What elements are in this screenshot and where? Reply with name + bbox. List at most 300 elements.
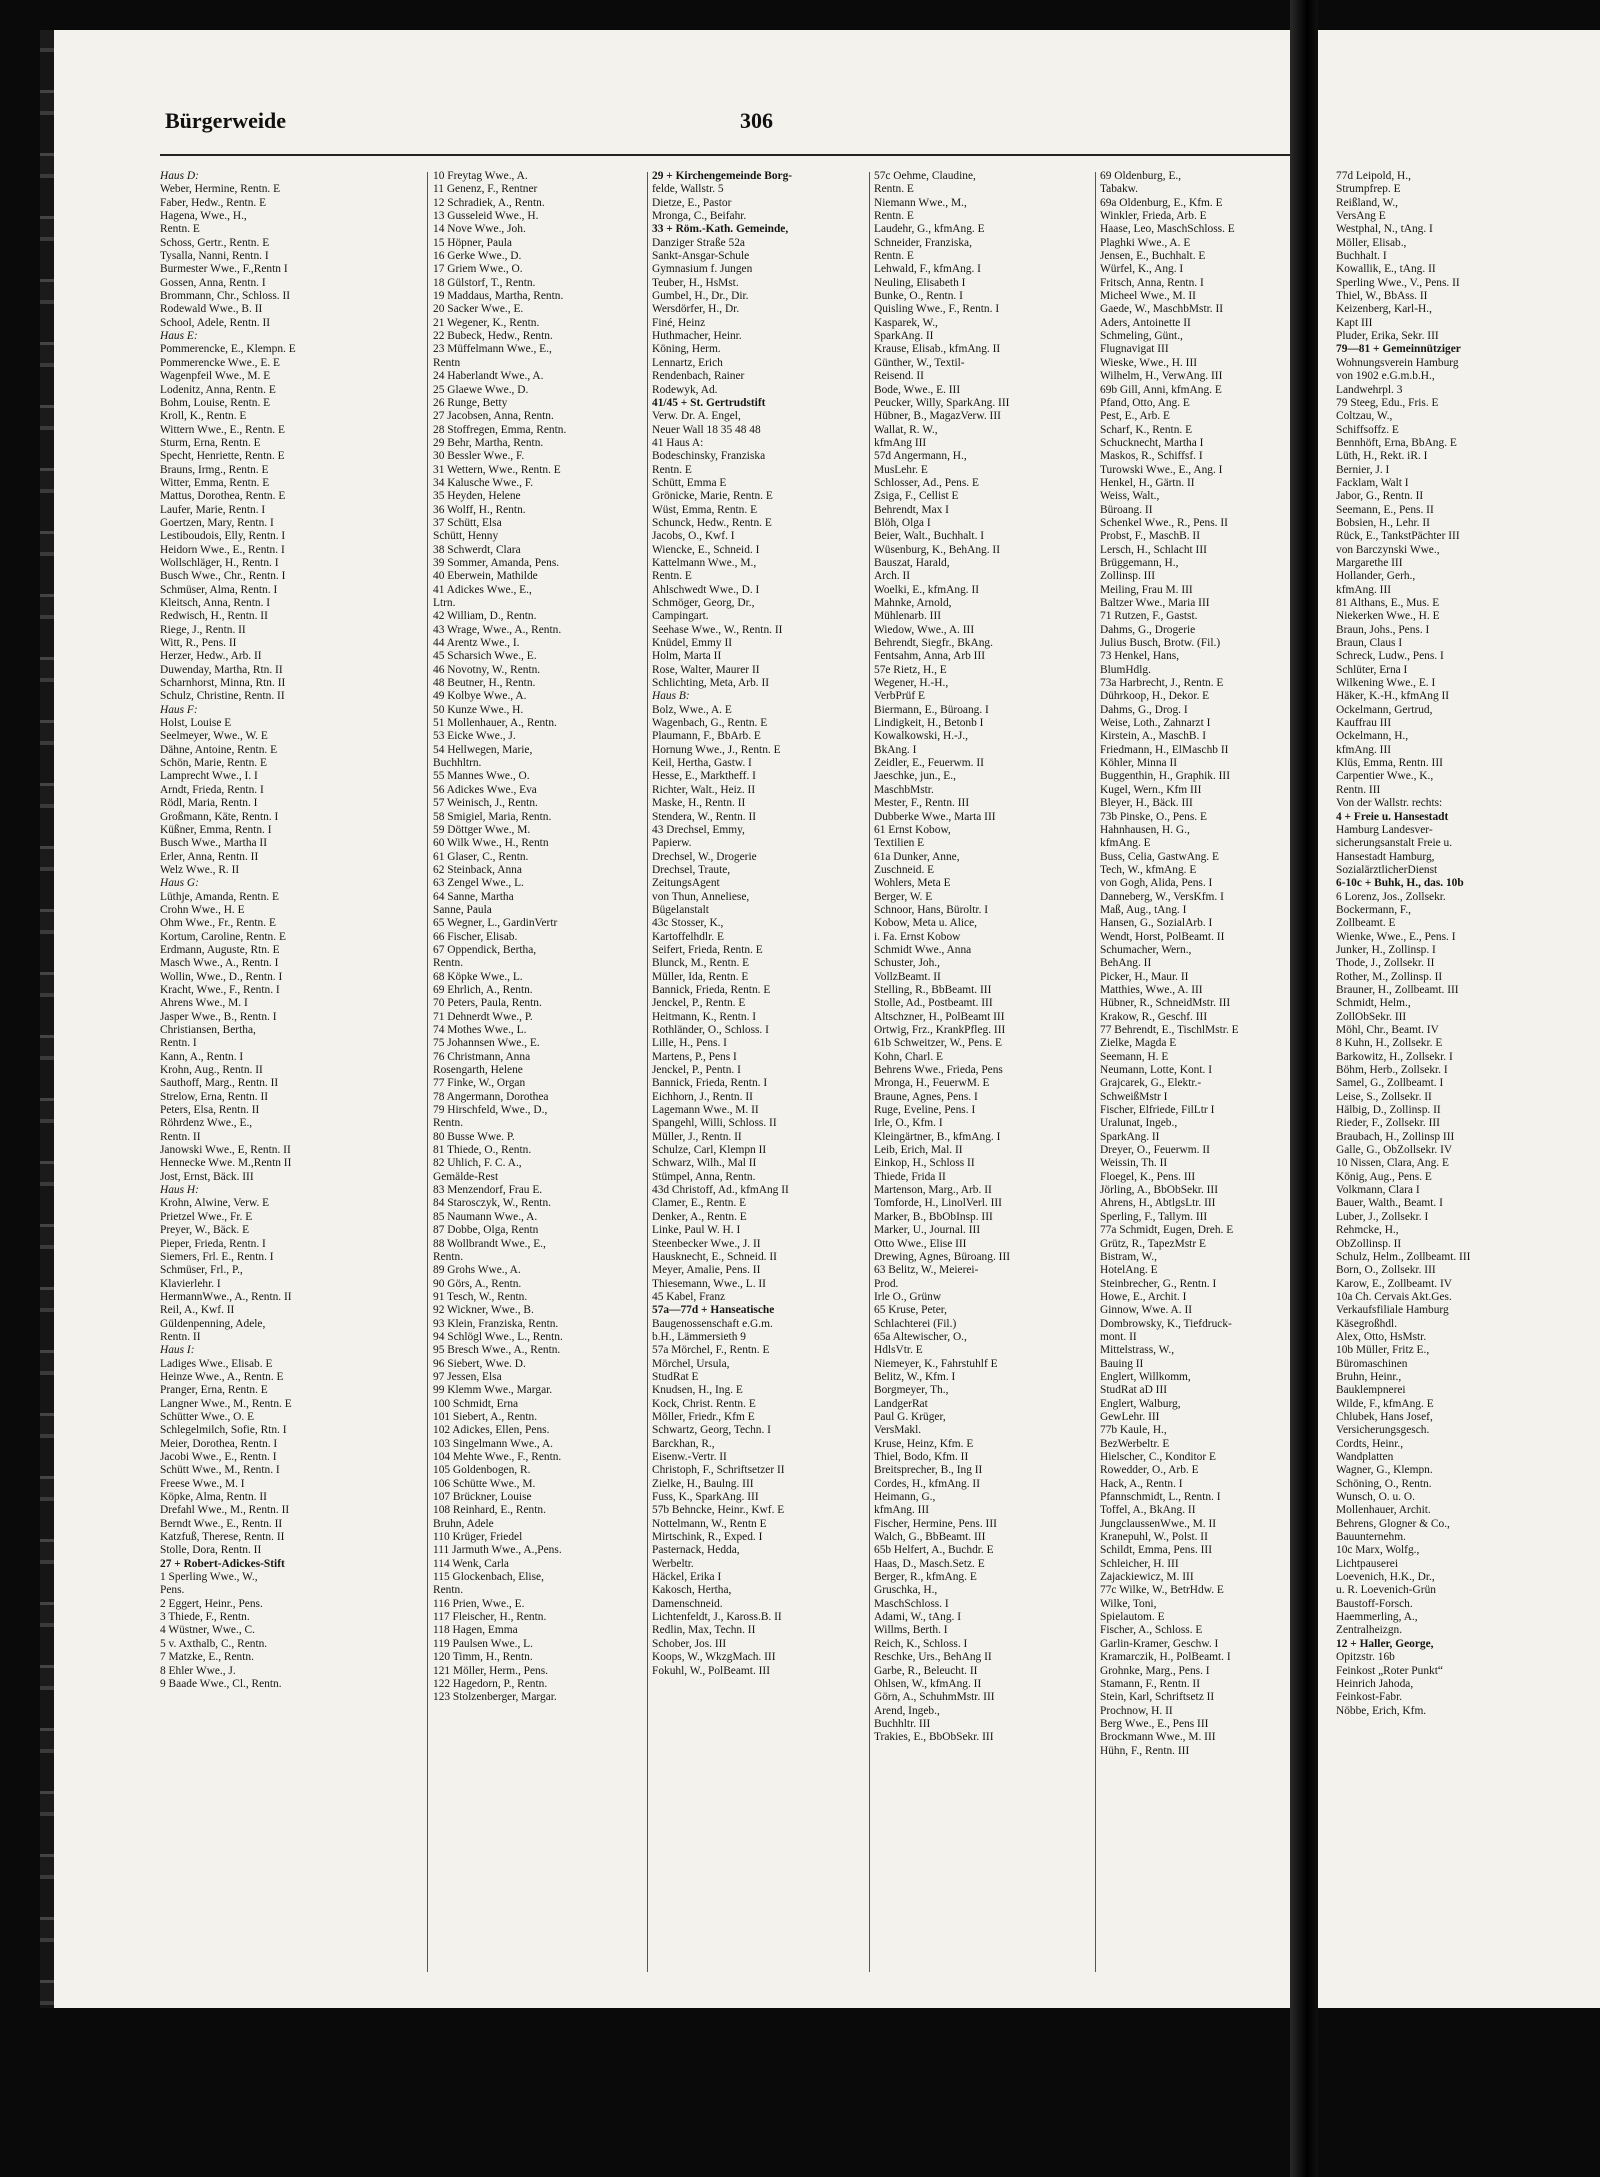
directory-entry: Rentn. I xyxy=(160,1037,197,1050)
directory-entry: Jabor, G., Rentn. II xyxy=(1336,490,1424,503)
directory-entry: 90 Görs, A., Rentn. xyxy=(433,1277,522,1290)
directory-entry: Kirstein, A., MaschB. I xyxy=(1100,730,1206,743)
directory-entry: Behrendt, Max I xyxy=(874,503,949,516)
directory-entry: 59 Döttger Wwe., M. xyxy=(433,823,531,836)
directory-entry: 57d Angermann, H., xyxy=(874,450,967,463)
directory-entry: Ahrens Wwe., M. I xyxy=(160,997,248,1010)
directory-entry: Wallat, R. W., xyxy=(874,423,938,436)
directory-entry: SparkAng. II xyxy=(1100,1130,1160,1143)
directory-entry: Irle, O., Kfm. I xyxy=(874,1117,943,1130)
directory-entry: Aders, Antoinette II xyxy=(1100,316,1191,329)
directory-entry: Eisenw.-Vertr. II xyxy=(652,1451,727,1463)
directory-entry: 33 + Röm.-Kath. Gemeinde, xyxy=(652,223,789,236)
directory-entry: Garlin-Kramer, Geschw. I xyxy=(1100,1637,1219,1650)
directory-entry: Woelki, E., kfmAng. II xyxy=(874,583,980,596)
directory-entry: Busch Wwe., Chr., Rentn. I xyxy=(160,570,286,583)
directory-entry: Mühlenarb. III xyxy=(874,610,942,623)
directory-entry: 71 Dehnerdt Wwe., P. xyxy=(433,1010,533,1023)
directory-entry: Rentn. E xyxy=(652,570,692,583)
directory-entry: 4 Wüstner, Wwe., C. xyxy=(160,1624,255,1637)
directory-entry: Hamburg Landesver- xyxy=(1336,823,1433,836)
directory-entry: Küßner, Emma, Rentn. I xyxy=(160,823,272,836)
directory-entry: 44 Arentz Wwe., I. xyxy=(433,637,520,650)
directory-entry: Witt, R., Pens. II xyxy=(160,637,237,650)
directory-entry: Martenson, Marg., Arb. II xyxy=(874,1184,992,1197)
directory-entry: Breitsprecher, B., Ing II xyxy=(874,1464,983,1477)
directory-entry: Möller, Friedr., Kfm E xyxy=(652,1410,755,1423)
directory-entry: 78 Angermann, Dorothea xyxy=(433,1090,549,1103)
directory-entry: 10c Marx, Wolfg., xyxy=(1336,1544,1420,1557)
directory-entry: Micheel Wwe., M. II xyxy=(1100,290,1196,303)
directory-entry: Blunck, M., Rentn. E xyxy=(652,957,750,970)
directory-entry: Wersdörfer, H., Dr. xyxy=(652,303,740,316)
directory-entry: 41 Haus A: xyxy=(652,436,704,449)
directory-entry: Verkaufsfiliale Hamburg xyxy=(1336,1304,1449,1317)
directory-entry: 48 Beutner, H., Rentn. xyxy=(433,677,536,690)
directory-entry: Gaede, W., MaschbMstr. II xyxy=(1100,303,1224,316)
directory-entry: Rentn. E xyxy=(874,250,914,263)
directory-entry: 73a Harbrecht, J., Rentn. E xyxy=(1100,677,1224,690)
directory-entry: Zajackiewicz, M. III xyxy=(1100,1571,1194,1584)
directory-entry: Bohm, Louise, Rentn. E xyxy=(160,396,271,409)
directory-entry: Berg Wwe., E., Pens III xyxy=(1100,1717,1209,1730)
directory-entry: Schmöger, Georg, Dr., xyxy=(652,597,755,609)
directory-entry: Pfannschmidt, L., Rentn. I xyxy=(1100,1491,1221,1504)
running-head: Bürgerweide xyxy=(165,108,286,133)
directory-entry: Schunck, Hedw., Rentn. E xyxy=(652,516,772,529)
directory-entry: 2 Eggert, Heinr., Pens. xyxy=(160,1597,263,1610)
directory-entry: Wittern Wwe., E., Rentn. E xyxy=(160,423,285,436)
directory-entry: 66 Fischer, Elisab. xyxy=(433,930,518,943)
column-4 xyxy=(874,170,1091,1745)
directory-entry: kfmAng. III xyxy=(1336,743,1392,756)
directory-entry: Altschzner, H., PolBeamt III xyxy=(874,1010,1005,1023)
directory-entry: Lindigkeit, H., Betonb I xyxy=(874,717,984,730)
directory-entry: 4 + Freie u. Hansestadt xyxy=(1336,810,1449,823)
directory-entry: Specht, Henriette, Rentn. E xyxy=(160,450,285,463)
directory-entry: Haus B: xyxy=(652,690,690,703)
directory-entry: 65 Kruse, Peter, xyxy=(874,1304,947,1317)
directory-entry: 18 Gülstorf, T., Rentn. xyxy=(433,276,536,289)
directory-entry: Schnoor, Hans, Büroltr. I xyxy=(874,903,989,916)
directory-entry: Marker, B., BbObInsp. III xyxy=(874,1210,993,1223)
directory-entry: 104 Mehte Wwe., F., Rentn. xyxy=(433,1451,562,1463)
directory-entry: Hielscher, C., Konditor E xyxy=(1100,1451,1216,1463)
directory-entry: 39 Sommer, Amanda, Pens. xyxy=(433,556,560,569)
directory-entry: Biermann, E., Büroang. I xyxy=(874,703,989,716)
directory-entry: Sanne, Paula xyxy=(433,903,492,916)
directory-entry: Zielke, H., Baulng. III xyxy=(652,1477,754,1490)
directory-entry: Beier, Walt., Buchhalt. I xyxy=(874,530,985,543)
directory-entry: Hesse, E., Marktheff. I xyxy=(652,770,756,783)
directory-entry: Berger, W. E xyxy=(874,890,933,903)
directory-entry: Röhrdenz Wwe., E., xyxy=(160,1117,253,1130)
directory-entry: Behrendt, Siegfr., BkAng. xyxy=(874,637,993,650)
directory-entry: Kobow, Meta u. Alice, xyxy=(874,917,978,930)
directory-entry: Ginnow, Wwe. A. II xyxy=(1100,1304,1193,1317)
directory-entry: Seemann, E., Pens. II xyxy=(1336,503,1434,516)
directory-entry: Gumbel, H., Dr., Dir. xyxy=(652,290,749,303)
directory-entry: Maß, Aug., tAng. I xyxy=(1100,903,1187,916)
directory-entry: Haus D: xyxy=(160,170,199,182)
directory-entry: Ltrn. xyxy=(433,597,456,609)
directory-entry: Kauffrau III xyxy=(1336,717,1392,730)
directory-entry: Schütt, Henny xyxy=(433,530,499,543)
directory-entry: Prod. xyxy=(874,1277,899,1290)
directory-entry: Berndt Wwe., E., Rentn. II xyxy=(160,1517,283,1530)
directory-entry: Rück, E., TankstPächter III xyxy=(1336,530,1460,543)
directory-entry: Faber, Hedw., Rentn. E xyxy=(160,196,267,209)
directory-entry: Wollin, Wwe., D., Rentn. I xyxy=(160,970,283,983)
directory-entry: School, Adele, Rentn. II xyxy=(160,316,271,329)
column-divider xyxy=(647,172,648,1972)
directory-entry: Stümpel, Anna, Rentn. xyxy=(652,1170,756,1183)
directory-entry: 94 Schlögl Wwe., L., Rentn. xyxy=(433,1330,563,1343)
directory-entry: JungclaussenWwe., M. II xyxy=(1100,1517,1217,1530)
directory-entry: 75 Johannsen Wwe., E. xyxy=(433,1037,540,1050)
directory-entry: 5 v. Axthalb, C., Rentn. xyxy=(160,1637,268,1650)
directory-entry: BlumHdlg. xyxy=(1100,663,1151,676)
directory-entry: Köning, Herm. xyxy=(652,343,721,356)
directory-entry: 95 Bresch Wwe., A., Rentn. xyxy=(433,1344,561,1357)
directory-entry: Mronga, C., Beifahr. xyxy=(652,210,747,223)
directory-entry: Flugnavigat III xyxy=(1100,343,1169,356)
directory-entry: Kohn, Charl. E xyxy=(874,1050,943,1063)
directory-entry: StudRat E xyxy=(652,1370,699,1383)
directory-entry: 10a Ch. Cervais Akt.Ges. xyxy=(1336,1290,1452,1303)
directory-entry: von Barczynski Wwe., xyxy=(1336,543,1440,556)
directory-entry: Schoss, Gertr., Rentn. E xyxy=(160,236,270,249)
directory-entry: LandgerRat xyxy=(874,1397,928,1410)
directory-entry: Adami, W., tAng. I xyxy=(874,1611,962,1624)
directory-entry: König, Aug., Pens. E xyxy=(1336,1170,1432,1183)
directory-entry: Mörchel, Ursula, xyxy=(652,1357,730,1370)
directory-entry: Zollbeamt. E xyxy=(1336,917,1396,930)
directory-entry: 73b Pinske, O., Pens. E xyxy=(1100,810,1207,823)
directory-entry: 107 Brückner, Louise xyxy=(433,1491,532,1504)
directory-entry: Erdmann, Auguste, Rtn. E xyxy=(160,943,280,956)
directory-entry: Lüthje, Amanda, Rentn. E xyxy=(160,890,279,903)
directory-entry: 121 Möller, Herm., Pens. xyxy=(433,1664,549,1677)
directory-entry: 81 Thiede, O., Rentn. xyxy=(433,1144,532,1157)
directory-entry: 79 Hirschfeld, Wwe., D., xyxy=(433,1104,548,1117)
directory-entry: Würfel, K., Ang. I xyxy=(1100,263,1184,276)
directory-entry: Krohn, Alwine, Verw. E xyxy=(160,1197,270,1210)
directory-entry: Uralunat, Ingeb., xyxy=(1100,1117,1178,1130)
directory-entry: 61 Ernst Kobow, xyxy=(874,823,951,836)
directory-entry: Feinkost-Fabr. xyxy=(1336,1691,1403,1704)
directory-entry: Nöbbe, Erich, Kfm. xyxy=(1336,1704,1427,1717)
directory-entry: Martens, P., Pens I xyxy=(652,1050,737,1063)
directory-entry: Sperling Wwe., V., Pens. II xyxy=(1336,276,1460,289)
directory-entry: 38 Schwerdt, Clara xyxy=(433,543,521,556)
directory-entry: Picker, H., Maur. II xyxy=(1100,970,1189,983)
directory-entry: Brockmann Wwe., M. III xyxy=(1100,1731,1216,1744)
directory-entry: Englert, Walburg, xyxy=(1100,1397,1181,1410)
page-number: 306 xyxy=(740,108,773,133)
directory-entry: 54 Hellwegen, Marie, xyxy=(433,743,533,756)
directory-entry: Bode, Wwe., E. III xyxy=(874,383,961,396)
directory-entry: Lehwald, F., kfmAng. I xyxy=(874,263,981,276)
directory-entry: 36 Wolff, H., Rentn. xyxy=(433,503,526,516)
directory-entry: Braun, Claus I xyxy=(1336,637,1403,650)
directory-entry: Seehase Wwe., W., Rentn. II xyxy=(652,623,783,636)
directory-entry: 122 Hagedorn, P., Rentn. xyxy=(433,1677,548,1690)
directory-entry: Dreyer, O., Feuerwm. II xyxy=(1100,1144,1210,1157)
directory-entry: Von der Wallstr. rechts: xyxy=(1336,797,1443,810)
directory-entry: Thiel, Bodo, Kfm. II xyxy=(874,1451,969,1463)
directory-entry: Rentn. II xyxy=(160,1330,201,1343)
directory-entry: Nottelmann, W., Rentn E xyxy=(652,1517,767,1530)
directory-entry: Lagemann Wwe., M. II xyxy=(652,1104,759,1117)
directory-entry: Laudehr, G., kfmAng. E xyxy=(874,223,985,236)
directory-entry: 6 Lorenz, Jos., Zollsekr. xyxy=(1336,890,1446,903)
directory-entry: Schildt, Emma, Pens. III xyxy=(1100,1544,1212,1557)
directory-entry: Otto Wwe., Elise III xyxy=(874,1237,967,1250)
directory-entry: Ahlschwedt Wwe., D. I xyxy=(652,583,760,596)
directory-entry: Böhm, Herb., Zollsekr. I xyxy=(1336,1064,1448,1077)
directory-entry: Lodenitz, Anna, Rentn. E xyxy=(160,383,276,396)
directory-entry: 77 Finke, W., Organ xyxy=(433,1077,526,1090)
directory-entry: Holst, Louise E xyxy=(160,717,232,730)
directory-entry: 16 Gerke Wwe., D. xyxy=(433,250,522,263)
directory-entry: 57b Behncke, Heinr., Kwf. E xyxy=(652,1504,785,1517)
directory-entry: Sturm, Erna, Rentn. E xyxy=(160,436,261,449)
directory-entry: 69a Oldenburg, E., Kfm. E xyxy=(1100,196,1223,209)
directory-entry: Bügelanstalt xyxy=(652,903,709,916)
directory-entry: 30 Bessler Wwe., F. xyxy=(433,450,525,463)
directory-entry: 41/45 + St. Gertrudstift xyxy=(652,396,766,409)
directory-entry: 21 Wegener, K., Rentn. xyxy=(433,316,540,329)
directory-entry: Sperling, F., Tallym. III xyxy=(1100,1210,1208,1223)
directory-entry: Wiedow, Wwe., A. III xyxy=(874,623,975,636)
directory-entry: MaschbMstr. xyxy=(874,783,934,796)
directory-entry: Cordes, H., kfmAng. II xyxy=(874,1477,980,1490)
directory-entry: BkAng. I xyxy=(874,743,917,756)
directory-entry: Fischer, Hermine, Pens. III xyxy=(874,1517,997,1530)
directory-entry: Stolle, Ad., Postbeamt. III xyxy=(874,997,993,1010)
directory-entry: Schwarz, Wilh., Mal II xyxy=(652,1157,757,1170)
directory-entry: 79 Steeg, Edu., Fris. E xyxy=(1336,396,1439,409)
directory-entry: Buchhltrn. xyxy=(433,757,482,770)
directory-entry: Jaeschke, jun., E., xyxy=(874,770,956,783)
directory-entry: Tomforde, H., LinolVerl. III xyxy=(874,1197,1002,1210)
directory-entry: Rentn. E xyxy=(874,210,914,223)
directory-entry: 89 Grohs Wwe., A. xyxy=(433,1264,521,1277)
directory-entry: Ockelmann, H., xyxy=(1336,730,1409,743)
directory-entry: Kranepuhl, W., Polst. II xyxy=(1100,1531,1208,1544)
directory-entry: Bruhn, Heinr., xyxy=(1336,1370,1402,1383)
directory-entry: Schütter Wwe., O. E xyxy=(160,1410,255,1423)
directory-entry: 97 Jessen, Elsa xyxy=(433,1370,502,1383)
directory-entry: 22 Bubeck, Hedw., Rentn. xyxy=(433,330,553,343)
directory-entry: Meier, Dorothea, Rentn. I xyxy=(160,1437,278,1450)
directory-entry: Behrens Wwe., Frieda, Pens xyxy=(874,1064,1003,1077)
directory-entry: 77 Behrendt, E., TischlMstr. E xyxy=(1100,1024,1239,1036)
directory-entry: Kapt III xyxy=(1336,316,1373,329)
directory-entry: Hübner, B., MagazVerw. III xyxy=(874,410,1001,423)
directory-entry: Steinbrecher, G., Rentn. I xyxy=(1100,1277,1217,1290)
directory-entry: Büroang. II xyxy=(1100,503,1153,516)
directory-entry: Kowallik, E., tAng. II xyxy=(1336,263,1436,276)
directory-entry: Schlüter, Erna I xyxy=(1336,663,1408,676)
directory-entry: 56 Adickes Wwe., Eva xyxy=(433,783,537,796)
directory-entry: Grütz, R., TapezMstr E xyxy=(1100,1237,1206,1250)
directory-entry: u. R. Loevenich-Grün xyxy=(1336,1584,1436,1597)
directory-entry: Brüggemann, H., xyxy=(1100,556,1179,569)
directory-entry: 119 Paulsen Wwe., L. xyxy=(433,1637,533,1650)
directory-entry: Rentn. xyxy=(433,957,464,970)
directory-entry: Rentn. xyxy=(433,1584,464,1597)
directory-entry: 34 Kalusche Wwe., F. xyxy=(433,476,534,489)
directory-entry: Volkmann, Clara I xyxy=(1336,1184,1420,1197)
directory-entry: Heimann, G., xyxy=(874,1491,936,1504)
directory-entry: 55 Mannes Wwe., O. xyxy=(433,770,530,783)
directory-entry: Bauing II xyxy=(1100,1357,1144,1370)
directory-entry: Schöning, O., Rentn. xyxy=(1336,1477,1432,1490)
directory-entry: 103 Singelmann Wwe., A. xyxy=(433,1437,554,1450)
directory-entry: Wollschläger, H., Rentn. I xyxy=(160,556,279,569)
directory-entry: 110 Krüger, Friedel xyxy=(433,1531,523,1544)
directory-entry: Reil, A., Kwf. II xyxy=(160,1304,235,1317)
directory-entry: Jenckel, P., Pentn. I xyxy=(652,1064,741,1077)
directory-entry: Luber, J., Zollsekr. I xyxy=(1336,1210,1429,1223)
directory-entry: Dahms, G., Drog. I xyxy=(1100,703,1188,716)
directory-entry: 74 Mothes Wwe., L. xyxy=(433,1024,527,1036)
directory-entry: Haemmerling, A., xyxy=(1336,1611,1418,1624)
directory-entry: 43c Stosser, K., xyxy=(652,917,724,930)
directory-entry: Damenschneid. xyxy=(652,1597,723,1610)
directory-entry: Krause, Elisab., kfmAng. II xyxy=(874,343,1001,356)
directory-entry: Wandplatten xyxy=(1336,1451,1394,1463)
directory-entry: Rentn. E xyxy=(160,223,200,236)
directory-entry: 42 William, D., Rentn. xyxy=(433,610,537,623)
directory-entry: Preyer, W., Bäck. E xyxy=(160,1224,250,1237)
directory-entry: Neumann, Lotte, Kont. I xyxy=(1100,1064,1212,1077)
directory-entry: Krakow, R., Geschf. III xyxy=(1100,1010,1208,1023)
directory-entry: Tech, W., kfmAng. E xyxy=(1100,863,1197,876)
directory-entry: 3 Thiede, F., Rentn. xyxy=(160,1611,250,1624)
directory-entry: Seifert, Frieda, Rentn. E xyxy=(652,943,763,956)
directory-entry: 70 Peters, Paula, Rentn. xyxy=(433,997,542,1010)
directory-entry: 29 + Kirchengemeinde Borg- xyxy=(652,170,793,182)
directory-entry: Scharnhorst, Minna, Rtn. II xyxy=(160,677,286,690)
directory-entry: Kann, A., Rentn. I xyxy=(160,1050,244,1063)
directory-entry: Mittelstrass, W., xyxy=(1100,1344,1175,1357)
directory-entry: Brauns, Irmg., Rentn. E xyxy=(160,463,269,476)
directory-entry: Coltzau, W., xyxy=(1336,410,1393,423)
directory-entry: MusLehr. E xyxy=(874,463,928,476)
directory-entry: Zuschneid. E xyxy=(874,863,935,876)
directory-entry: Verw. Dr. A. Engel, xyxy=(652,410,741,423)
directory-entry: Brommann, Chr., Schloss. II xyxy=(160,290,291,303)
directory-entry: 61a Dunker, Anne, xyxy=(874,850,960,863)
directory-entry: Berger, R., kfmAng. E xyxy=(874,1571,977,1584)
directory-entry: Drechsel, Traute, xyxy=(652,863,731,876)
directory-entry: Lichtpauserei xyxy=(1336,1557,1398,1570)
directory-entry: Görn, A., SchuhmMstr. III xyxy=(874,1691,995,1704)
directory-entry: Alex, Otto, HsMstr. xyxy=(1336,1330,1427,1343)
directory-entry: Turowski Wwe., E., Ang. I xyxy=(1100,463,1223,476)
directory-entry: Schmüser, Frl., P., xyxy=(160,1264,243,1277)
directory-entry: Schmüser, Alma, Rentn. I xyxy=(160,583,278,596)
directory-entry: Rentn. xyxy=(433,1117,464,1130)
directory-entry: Steenbecker Wwe., J. II xyxy=(652,1237,761,1250)
directory-entry: 65 Wegner, L., GardinVertr xyxy=(433,917,558,930)
directory-entry: 57c Oehme, Claudine, xyxy=(874,170,976,182)
directory-entry: Carpentier Wwe., K., xyxy=(1336,770,1434,783)
directory-entry: Kartoffelhdlr. E xyxy=(652,930,724,943)
directory-entry: Willms, Berth. I xyxy=(874,1624,948,1637)
directory-entry: kfmAng. III xyxy=(1336,583,1392,596)
directory-entry: Gossen, Anna, Rentn. I xyxy=(160,276,266,289)
directory-entry: Kroll, K., Rentn. E xyxy=(160,410,247,423)
directory-entry: 12 Schradiek, A., Rentn. xyxy=(433,196,545,209)
directory-entry: Sauthoff, Marg., Rentn. II xyxy=(160,1077,279,1090)
directory-entry: Bockermann, F., xyxy=(1336,903,1412,916)
directory-entry: Trakies, E., BbObSekr. III xyxy=(874,1731,994,1744)
directory-entry: Samel, G., Zollbeamt. I xyxy=(1336,1077,1444,1090)
directory-entry: Zentralheizgn. xyxy=(1336,1624,1403,1637)
directory-entry: Schütt Wwe., M., Rentn. I xyxy=(160,1464,280,1477)
directory-entry: Zsiga, F., Cellist E xyxy=(874,490,959,503)
directory-entry: Bodeschinsky, Franziska xyxy=(652,450,766,463)
directory-entry: 108 Reinhard, E., Rentn. xyxy=(433,1504,546,1517)
directory-entry: 76 Christmann, Anna xyxy=(433,1050,531,1063)
directory-entry: Bobsien, H., Lehr. II xyxy=(1336,516,1430,529)
directory-entry: Braubach, H., Zollinsp III xyxy=(1336,1130,1455,1143)
column-divider xyxy=(1095,172,1096,1972)
directory-entry: Julius Busch, Brotw. (Fil.) xyxy=(1100,637,1221,650)
directory-entry: StudRat aD III xyxy=(1100,1384,1168,1397)
directory-entry: Westphal, N., tAng. I xyxy=(1336,223,1433,236)
directory-entry: 60 Wilk Wwe., H., Rentn xyxy=(433,837,549,850)
directory-entry: 58 Smigiel, Maria, Rentn. xyxy=(433,810,552,823)
directory-entry: 57a Mörchel, F., Rentn. E xyxy=(652,1344,770,1357)
directory-entry: Pommerencke Wwe., E. E xyxy=(160,356,280,369)
directory-entry: ZeitungsAgent xyxy=(652,877,720,890)
directory-entry: Rowedder, O., Arb. E xyxy=(1100,1464,1199,1477)
directory-entry: Gruschka, H., xyxy=(874,1584,938,1597)
directory-entry: Jost, Ernst, Bäck. III xyxy=(160,1170,254,1183)
directory-entry: 123 Stolzenberger, Margar. xyxy=(433,1691,557,1704)
directory-entry: Stelling, R., BbBeamt. III xyxy=(874,983,992,996)
directory-entry: Wegener, H.-H., xyxy=(874,677,949,690)
directory-entry: Hahnhausen, H. G., xyxy=(1100,823,1190,836)
directory-entry: HotelAng. E xyxy=(1100,1264,1158,1277)
directory-entry: Rentn. III xyxy=(1336,783,1381,796)
directory-entry: Garbe, R., Beleucht. II xyxy=(874,1664,978,1677)
directory-entry: 35 Heyden, Helene xyxy=(433,490,521,503)
directory-entry: Opitzstr. 16b xyxy=(1336,1651,1395,1664)
directory-entry: Jenckel, P., Rentn. E xyxy=(652,997,746,1010)
directory-entry: Lestiboudois, Elly, Rentn. I xyxy=(160,530,286,543)
directory-entry: Textilien E xyxy=(874,837,925,850)
directory-entry: Klavierlehr. I xyxy=(160,1277,221,1290)
directory-entry: Mronga, H., FeuerwM. E xyxy=(874,1077,990,1090)
directory-entry: Christoph, F., Schriftsetzer II xyxy=(652,1464,785,1477)
directory-entry: 8 Kuhn, H., Zollsekr. E xyxy=(1336,1037,1443,1050)
directory-entry: 29 Behr, Martha, Rentn. xyxy=(433,436,544,449)
directory-entry: 57 Weinisch, J., Rentn. xyxy=(433,797,538,810)
directory-entry: HdlsVtr. E xyxy=(874,1344,923,1357)
directory-entry: Kock, Christ. Rentn. E xyxy=(652,1397,756,1410)
directory-entry: Bleyer, H., Bäck. III xyxy=(1100,797,1193,810)
directory-entry: 114 Wenk, Carla xyxy=(433,1557,509,1570)
directory-entry: Englert, Willkomm, xyxy=(1100,1370,1191,1383)
directory-entry: Häckel, Erika I xyxy=(652,1571,722,1584)
directory-entry: 17 Griem Wwe., O. xyxy=(433,263,523,276)
